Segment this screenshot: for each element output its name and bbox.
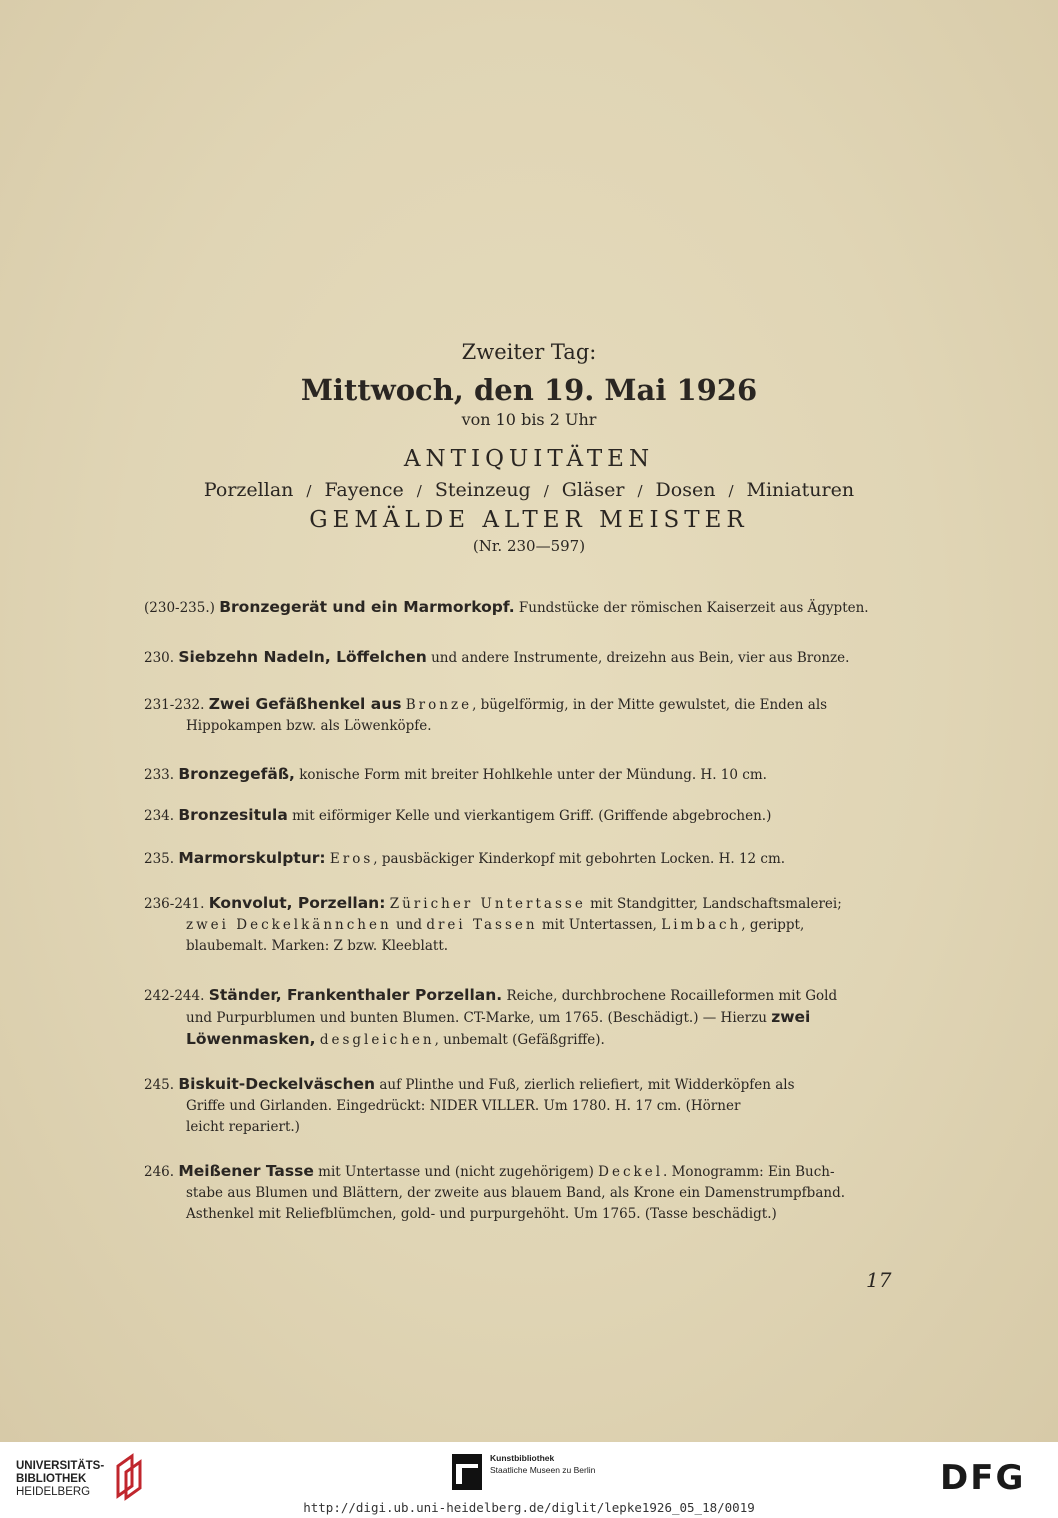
entry-spaced-term: zwei Deckelkännchen xyxy=(186,917,392,933)
category-separator: / xyxy=(543,482,549,500)
category-item: Gläser xyxy=(561,479,625,501)
entry-title: Meißener Tasse xyxy=(178,1162,314,1180)
category-list xyxy=(0,479,1058,501)
entry-number: 245. xyxy=(144,1077,175,1093)
entry-title: Bronzegefäß, xyxy=(178,765,295,783)
page-number: 17 xyxy=(866,1268,892,1292)
entry-number: 233. xyxy=(144,767,175,783)
category-separator: / xyxy=(728,482,734,500)
kunstbibliothek-logo-text[interactable] xyxy=(490,1452,595,1476)
entry-text: , bügelförmig, in der Mitte gewulstet, die Enden als xyxy=(472,697,828,713)
entry-text: , gerippt, xyxy=(741,917,805,933)
entry-continuation: Hippokampen bzw. als Löwenköpfe. xyxy=(186,718,432,734)
time-heading: von 10 bis 2 Uhr xyxy=(461,410,597,429)
catalog-entry xyxy=(144,848,892,870)
entry-number: 230. xyxy=(144,650,175,666)
section-gemaelde: GEMÄLDE ALTER MEISTER xyxy=(309,507,749,533)
permalink-url[interactable]: http://digi.ub.uni-heidelberg.de/diglit/lepke1926_05_18/0019 xyxy=(303,1500,755,1515)
entry-spaced-term: Limbach xyxy=(661,917,742,933)
entry-title: Biskuit-Deckelväschen xyxy=(178,1075,376,1093)
catalog-entry xyxy=(144,597,892,619)
entry-continuation: Asthenkel mit Reliefblümchen, gold- und purpurgehöht. Um 1765. (Tasse beschädigt.) xyxy=(186,1206,777,1222)
library-name-line: HEIDELBERG xyxy=(16,1486,91,1498)
entry-text: , unbemalt (Gefäßgriffe). xyxy=(434,1032,605,1048)
library-name-line: BIBLIOTHEK xyxy=(16,1473,87,1485)
entry-continuation: blaubemalt. Marken: Z bzw. Kleeblatt. xyxy=(186,938,449,954)
category-item: Fayence xyxy=(324,479,404,501)
entry-number: 235. xyxy=(144,851,175,867)
ub-heidelberg-logo-icon[interactable] xyxy=(110,1452,150,1502)
entry-number: 231-232. xyxy=(144,697,205,713)
entry-title: Siebzehn Nadeln, Löffelchen xyxy=(178,648,427,666)
entry-title: Bronzesitula xyxy=(178,806,288,824)
catalog-entry xyxy=(144,694,892,737)
entry-continuation: stabe aus Blumen und Blättern, der zweite aus blauem Band, als Krone ein Damenstrumpfband. xyxy=(186,1185,846,1201)
category-separator: / xyxy=(306,482,312,500)
entry-continuation xyxy=(144,915,892,936)
entry-text: mit Untertasse und (nicht zugehörigem) xyxy=(318,1164,594,1180)
catalog-entry xyxy=(144,764,892,786)
entry-spaced-term: desgleichen xyxy=(319,1032,435,1048)
entry-text: und andere Instrumente, dreizehn aus Bein, vier aus Bronze. xyxy=(431,650,850,666)
entry-bold-term: Löwenmasken, xyxy=(186,1030,316,1048)
catalog-entry xyxy=(144,893,892,957)
category-separator: / xyxy=(416,482,422,500)
date-heading: Mittwoch, den 19. Mai 1926 xyxy=(300,373,758,407)
entry-number: 234. xyxy=(144,808,175,824)
entry-spaced-term: Bronze xyxy=(405,697,473,713)
catalog-entry xyxy=(144,985,892,1051)
catalog-entry xyxy=(144,647,892,669)
entry-spaced-term: Eros xyxy=(329,851,374,867)
entry-spaced-term: Deckel xyxy=(598,1164,664,1180)
section-antiquitaeten: ANTIQUITÄTEN xyxy=(403,446,655,472)
entry-number: (230-235.) xyxy=(144,600,215,616)
entry-text: und xyxy=(395,917,423,933)
category-separator: / xyxy=(637,482,643,500)
entry-continuation: leicht repariert.) xyxy=(186,1119,300,1135)
ub-heidelberg-logo-text[interactable] xyxy=(16,1460,104,1499)
entry-title: Bronzegerät und ein Marmorkopf. xyxy=(219,598,515,616)
day-heading: Zweiter Tag: xyxy=(461,340,597,364)
entry-text: , pausbäckiger Kinderkopf mit gebohrten Locken. H. 12 cm. xyxy=(373,851,786,867)
entry-title: Marmorskulptur: xyxy=(178,849,326,867)
entry-text: Reiche, durchbrochene Rocailleformen mit Gold xyxy=(506,988,838,1004)
entry-number: 236-241. xyxy=(144,896,205,912)
catalog-entry xyxy=(144,1074,892,1138)
kunst-line: Kunstbibliothek xyxy=(490,1453,555,1463)
dfg-logo[interactable]: DFG xyxy=(940,1458,1026,1498)
number-range: (Nr. 230—597) xyxy=(472,537,586,555)
entry-text: mit Untertassen, xyxy=(541,917,657,933)
footer-bar xyxy=(0,1442,1058,1518)
kunst-line: Staatliche Museen zu Berlin xyxy=(490,1465,596,1475)
entry-text: auf Plinthe und Fuß, zierlich reliefiert, mit Widderköpfen als xyxy=(379,1077,795,1093)
category-item: Miniaturen xyxy=(746,479,855,501)
entry-text: mit eiförmiger Kelle und vierkantigem Griff. (Griffende abgebrochen.) xyxy=(292,808,772,824)
entry-title: Konvolut, Porzellan: xyxy=(208,894,386,912)
entry-spaced-term: drei Tassen xyxy=(426,917,538,933)
entry-continuation xyxy=(144,1029,892,1051)
entry-text: konische Form mit breiter Hohlkehle unter der Mündung. H. 10 cm. xyxy=(299,767,767,783)
category-item: Dosen xyxy=(655,479,716,501)
entry-title: Ständer, Frankenthaler Porzellan. xyxy=(208,986,503,1004)
category-item: Steinzeug xyxy=(434,479,531,501)
catalog-entry xyxy=(144,1161,892,1225)
entry-number: 242-244. xyxy=(144,988,205,1004)
entry-text: und Purpurblumen und bunten Blumen. CT-Marke, um 1765. (Beschädigt.) — Hierzu xyxy=(186,1010,767,1026)
entry-bold-term: zwei xyxy=(771,1008,811,1026)
entry-number: 246. xyxy=(144,1164,175,1180)
entry-text: Fundstücke der römischen Kaiserzeit aus Ägypten. xyxy=(518,600,869,616)
entry-text: mit Standgitter, Landschaftsmalerei; xyxy=(590,896,842,912)
entry-spaced-term: Züricher Untertasse xyxy=(389,896,586,912)
library-name-line: UNIVERSITÄTS- xyxy=(16,1460,105,1472)
entry-continuation: Griffe und Girlanden. Eingedrückt: NIDER VILLER. Um 1780. H. 17 cm. (Hörner xyxy=(186,1098,741,1114)
entry-title: Zwei Gefäßhenkel aus xyxy=(208,695,402,713)
entry-continuation xyxy=(144,1007,892,1029)
kunstbibliothek-logo-icon[interactable] xyxy=(452,1454,482,1490)
catalog-entry xyxy=(144,805,892,827)
entry-text: . Monogramm: Ein Buch- xyxy=(663,1164,835,1180)
category-item: Porzellan xyxy=(203,479,294,501)
